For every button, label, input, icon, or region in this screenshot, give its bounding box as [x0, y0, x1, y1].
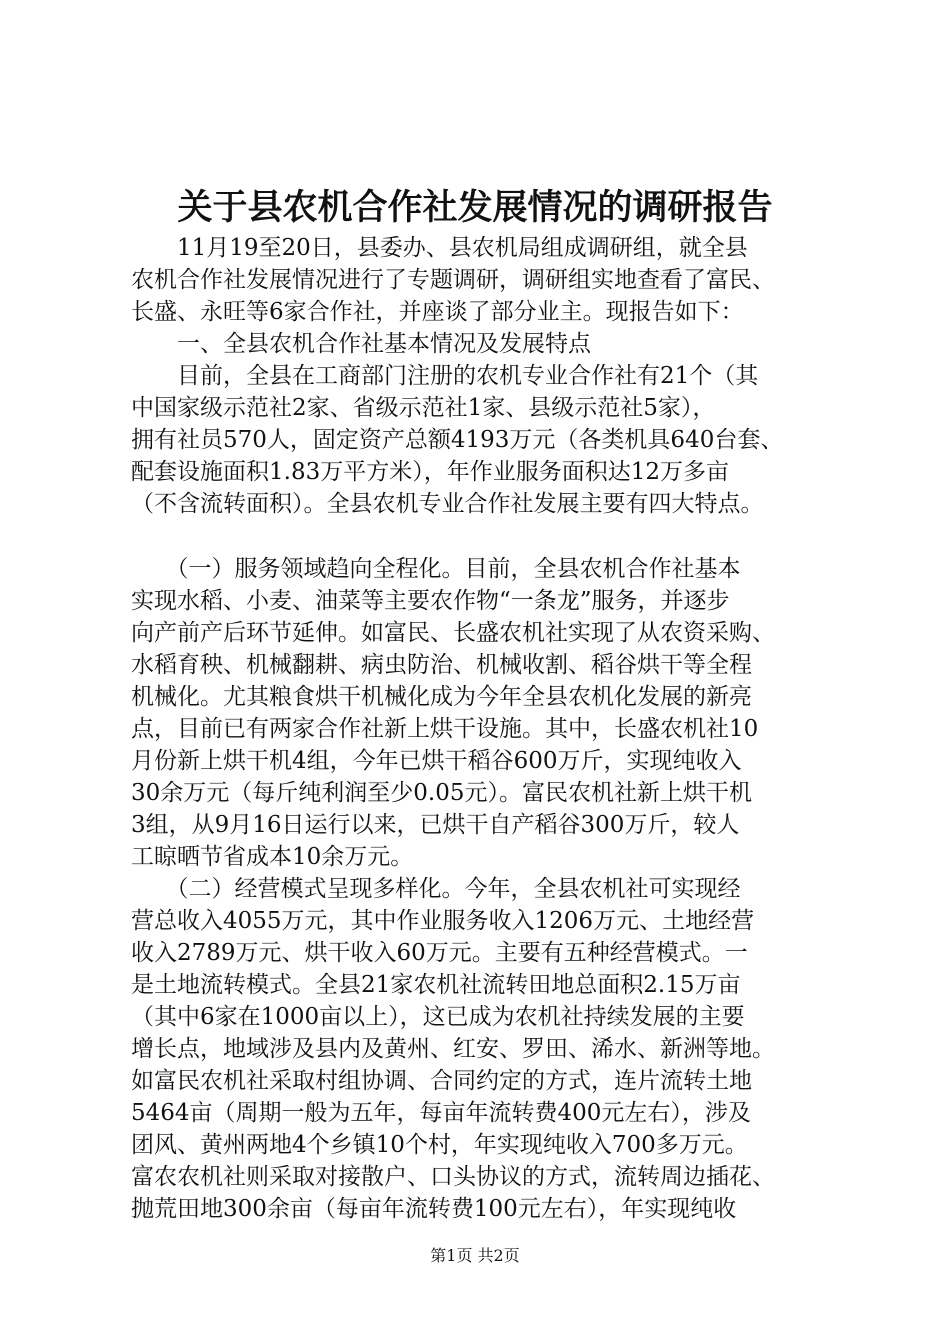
body-line: 增长点，地域涉及县内及黄州、红安、罗田、浠水、新洲等地。	[131, 1036, 775, 1062]
body-line: 机械化。尤其粮食烘干机械化成为今年全县农机化发展的新亮	[131, 684, 752, 710]
body-line: （其中6家在1000亩以上），这已成为农机社持续发展的主要	[131, 1004, 745, 1030]
body-line: 抛荒田地300余亩（每亩年流转费100元左右），年实现纯收	[131, 1196, 737, 1222]
body-line: 是土地流转模式。全县21家农机社流转田地总面积2.15万亩	[131, 972, 741, 998]
body-line: 中国家级示范社2家、省级示范社1家、县级示范社5家），	[131, 395, 716, 421]
body-line: 工晾晒节省成本10余万元。	[131, 844, 414, 870]
body-line: 3组，从9月16日运行以来，已烘干自产稻谷300万斤，较人	[131, 812, 740, 838]
body-line: 营总收入4055万元，其中作业服务收入1206万元、土地经营	[131, 908, 755, 934]
body-line: 月份新上烘干机4组，今年已烘干稻谷600万斤，实现纯收入	[131, 748, 742, 774]
body-line: 富农农机社则采取对接散户、口头协议的方式，流转周边插花、	[131, 1164, 775, 1190]
page-number-footer: 第1页 共2页	[430, 1246, 520, 1265]
body-line: 30余万元（每斤纯利润至少0.05元）。富民农机社新上烘干机	[131, 780, 752, 806]
body-line: 农机合作社发展情况进行了专题调研，调研组实地查看了富民、	[131, 267, 775, 293]
document-body	[131, 232, 851, 1225]
document-title: 关于县农机合作社发展情况的调研报告	[177, 187, 773, 228]
body-line: 向产前产后环节延伸。如富民、长盛农机社实现了从农资采购、	[131, 620, 775, 646]
section-heading: 一、全县农机合作社基本情况及发展特点	[131, 331, 591, 357]
body-line: 拥有社员570人，固定资产总额4193万元（各类机具640台套、	[131, 427, 784, 453]
body-line: 如富民农机社采取村组协调、合同约定的方式，连片流转土地	[131, 1068, 752, 1094]
body-line: 实现水稻、小麦、油菜等主要农作物“一条龙”服务，并逐步	[131, 588, 730, 614]
body-line: 点，目前已有两家合作社新上烘干设施。其中，长盛农机社10	[131, 716, 759, 742]
body-line: 5464亩（周期一般为五年，每亩年流转费400元左右），涉及	[131, 1100, 751, 1126]
paragraph-gap	[131, 520, 851, 553]
body-line: （不含流转面积）。全县农机专业合作社发展主要有四大特点。	[131, 491, 764, 517]
body-line: 团风、黄州两地4个乡镇10个村，年实现纯收入700多万元。	[131, 1132, 748, 1158]
body-line: （二）经营模式呈现多样化。今年，全县农机社可实现经	[131, 876, 741, 902]
body-line: 长盛、永旺等6家合作社，并座谈了部分业主。现报告如下：	[131, 299, 744, 325]
body-line: 目前，全县在工商部门注册的农机专业合作社有21个（其	[131, 363, 759, 389]
body-line: 水稻育秧、机械翻耕、病虫防治、机械收割、稻谷烘干等全程	[131, 652, 752, 678]
body-line: （一）服务领域趋向全程化。目前，全县农机合作社基本	[131, 556, 741, 582]
body-line: 收入2789万元、烘干收入60万元。主要有五种经营模式。一	[131, 940, 748, 966]
body-line: 配套设施面积1.83万平方米），年作业服务面积达12万多亩	[131, 459, 729, 485]
body-line: 11月19至20日，县委办、县农机局组成调研组，就全县	[131, 235, 748, 261]
